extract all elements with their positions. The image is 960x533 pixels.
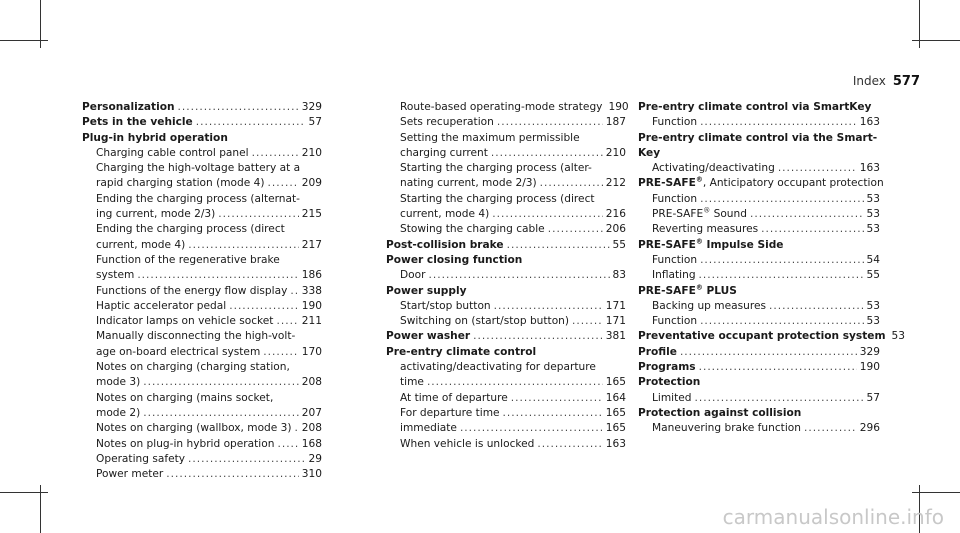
index-entry xyxy=(386,146,626,161)
index-entry-line: Starting the charging process (direct xyxy=(400,192,595,205)
dot-leader xyxy=(268,176,299,191)
dot-leader xyxy=(188,452,306,467)
dot-leader xyxy=(166,467,299,482)
entry-page: 29 xyxy=(308,452,322,465)
dot-leader xyxy=(507,238,610,253)
index-entry xyxy=(638,161,880,176)
entry-text: time xyxy=(400,376,424,389)
entry-text: current, mode 4) xyxy=(400,208,490,221)
index-entry xyxy=(82,176,322,191)
dot-leader xyxy=(540,176,603,191)
index-entry xyxy=(386,238,626,253)
entry-page: 211 xyxy=(301,315,322,328)
entry-text: Activating/deactivating xyxy=(652,162,775,175)
entry-page: 53 xyxy=(866,192,880,205)
entry-text: Personalization xyxy=(82,101,175,113)
index-heading: Protection against collision xyxy=(638,406,802,419)
index-entry xyxy=(386,437,626,452)
entry-page: 190 xyxy=(608,101,629,113)
entry-text: PRE-SAFE® Sound xyxy=(652,206,747,221)
section-label: Index xyxy=(852,74,886,88)
entry-page: 53 xyxy=(866,299,880,312)
index-column-3 xyxy=(638,100,906,437)
entry-page: 338 xyxy=(301,284,322,297)
index-heading: Pre-entry climate control via SmartKey xyxy=(638,101,872,113)
entry-page: 163 xyxy=(859,162,880,175)
dot-leader xyxy=(699,360,857,375)
watermark: carmanualsonline.info xyxy=(722,505,944,529)
entry-text: Haptic accelerator pedal xyxy=(96,299,227,312)
entry-text: Sets recuperation xyxy=(400,116,494,129)
dot-leader xyxy=(511,391,603,406)
index-heading: Plug-in hybrid operation xyxy=(82,131,228,144)
entry-text: mode 2) xyxy=(96,406,141,419)
index-entry xyxy=(82,345,322,360)
entry-text: Post-collision brake xyxy=(386,238,504,251)
index-entry xyxy=(82,299,322,314)
index-entry xyxy=(82,115,322,130)
index-entry xyxy=(638,360,880,375)
dot-leader xyxy=(428,268,609,283)
entry-page: 53 xyxy=(866,315,880,328)
index-entry xyxy=(386,176,626,191)
dot-leader xyxy=(700,314,863,329)
entry-page: 170 xyxy=(301,345,322,358)
entry-text: Notes on plug-in hybrid operation xyxy=(96,437,275,450)
index-entry xyxy=(638,329,906,344)
index-heading: Key xyxy=(638,146,661,159)
dot-leader xyxy=(497,115,603,130)
entry-page: 54 xyxy=(866,253,880,266)
entry-text: Inflating xyxy=(652,269,696,282)
dot-leader xyxy=(492,207,603,222)
entry-page: 210 xyxy=(605,146,626,159)
index-column-2 xyxy=(386,100,629,452)
entry-page: 186 xyxy=(301,269,322,282)
index-entry xyxy=(82,146,322,161)
dot-leader xyxy=(277,437,298,452)
dot-leader xyxy=(750,207,864,222)
entry-page: 208 xyxy=(301,422,322,435)
index-entry xyxy=(386,421,626,436)
index-entry-line: Function of the regenerative brake xyxy=(96,253,280,266)
entry-page: 171 xyxy=(605,315,626,328)
dot-leader xyxy=(778,161,857,176)
entry-page: 163 xyxy=(605,437,626,450)
entry-page: 168 xyxy=(301,437,322,450)
index-entry xyxy=(82,207,322,222)
dot-leader xyxy=(263,345,299,360)
dot-leader xyxy=(572,314,603,329)
entry-page: 53 xyxy=(866,208,880,221)
entry-text: Charging cable control panel xyxy=(96,146,249,159)
entry-page: 296 xyxy=(859,422,880,435)
crop-mark xyxy=(912,40,960,41)
entry-page: 329 xyxy=(859,345,880,358)
index-entry xyxy=(82,375,322,390)
entry-page: 215 xyxy=(301,208,322,221)
entry-text: Limited xyxy=(652,391,692,404)
index-entry-line: Ending the charging process (direct xyxy=(96,223,285,236)
index-entry xyxy=(386,329,626,344)
page-header xyxy=(853,74,920,89)
index-entry xyxy=(82,314,322,329)
entry-page: 57 xyxy=(308,116,322,129)
entry-text: Switching on (start/stop button) xyxy=(400,315,570,328)
index-entry-line: Starting the charging process (alter- xyxy=(400,162,592,175)
entry-page: 381 xyxy=(605,330,626,343)
index-entry xyxy=(82,406,322,421)
index-entry xyxy=(386,314,626,329)
entry-text: Power meter xyxy=(96,468,164,481)
index-entry xyxy=(82,284,322,299)
index-heading xyxy=(638,284,880,299)
index-entry xyxy=(386,391,626,406)
entry-text: rapid charging station (mode 4) xyxy=(96,177,265,190)
dot-leader xyxy=(537,437,602,452)
registered-mark: ® xyxy=(695,237,703,246)
entry-text: current, mode 4) xyxy=(96,238,186,251)
index-heading: Pre-entry climate control via the Smart- xyxy=(638,131,878,144)
entry-page: 212 xyxy=(605,177,626,190)
entry-text: system xyxy=(96,269,135,282)
index-entry xyxy=(82,467,322,482)
entry-page: 207 xyxy=(301,406,322,419)
entry-text: Functions of the energy flow display xyxy=(96,284,288,297)
entry-text: Function xyxy=(652,192,698,205)
index-entry xyxy=(638,268,880,283)
dot-leader xyxy=(229,299,299,314)
dot-leader xyxy=(503,406,603,421)
entry-page: 329 xyxy=(301,101,322,113)
index-entry xyxy=(638,222,880,237)
entry-page: 190 xyxy=(301,299,322,312)
entry-text: Function xyxy=(652,116,698,129)
page-number: 577 xyxy=(892,74,920,89)
entry-text: ing current, mode 2/3) xyxy=(96,208,216,221)
index-entry xyxy=(638,115,880,130)
entry-text: charging current xyxy=(400,146,488,159)
index-entry-line: Notes on charging (mains socket, xyxy=(96,391,274,404)
registered-mark: ® xyxy=(703,206,711,215)
index-heading: Power supply xyxy=(386,284,467,297)
dot-leader xyxy=(143,406,298,421)
dot-leader xyxy=(143,375,298,390)
index-entry xyxy=(638,207,880,222)
entry-text: PRE-SAFE® Impulse Side xyxy=(638,237,784,251)
index-entry xyxy=(638,192,880,207)
entry-text: Route-based operating-mode strategy xyxy=(400,101,603,113)
index-column-1 xyxy=(82,100,322,482)
index-entry xyxy=(638,253,880,268)
heading-rest: , Anticipatory occupant protection xyxy=(702,177,884,190)
dot-leader xyxy=(252,146,299,161)
index-entry-line: Notes on charging (charging station, xyxy=(96,361,290,374)
entry-page: 208 xyxy=(301,376,322,389)
entry-page: 164 xyxy=(605,391,626,404)
index-heading: Power closing function xyxy=(386,253,523,266)
index-entry xyxy=(386,299,626,314)
dot-leader xyxy=(695,391,864,406)
index-entry-line: Setting the maximum permissible xyxy=(400,131,580,144)
index-entry xyxy=(386,207,626,222)
entry-text: Maneuvering brake function xyxy=(652,422,801,435)
entry-page: 165 xyxy=(605,422,626,435)
index-heading xyxy=(638,238,880,253)
entry-text: age on-board electrical system xyxy=(96,345,261,358)
index-entry xyxy=(82,452,322,467)
index-heading xyxy=(638,175,884,191)
index-entry xyxy=(386,222,626,237)
dot-leader xyxy=(218,207,298,222)
index-entry xyxy=(82,437,322,452)
entry-text: Power washer xyxy=(386,330,471,343)
entry-page: 190 xyxy=(859,361,880,374)
index-heading: Pre-entry climate control xyxy=(386,345,537,358)
dot-leader xyxy=(700,192,863,207)
entry-text: Function xyxy=(652,315,698,328)
index-entry xyxy=(638,391,880,406)
index-entry-line: Manually disconnecting the high-volt- xyxy=(96,330,296,343)
index-entry-line: activating/deactivating for departure xyxy=(400,361,596,374)
index-entry xyxy=(82,238,322,253)
index-entry xyxy=(638,314,880,329)
index-entry xyxy=(386,268,626,283)
entry-page: 171 xyxy=(605,299,626,312)
entry-text: Function xyxy=(652,253,698,266)
entry-page: 55 xyxy=(866,269,880,282)
crop-mark xyxy=(0,40,48,41)
entry-text: Door xyxy=(400,269,426,282)
dot-leader xyxy=(295,421,299,436)
entry-page: 165 xyxy=(605,376,626,389)
entry-text: At time of departure xyxy=(400,391,508,404)
index-entry xyxy=(82,268,322,283)
dot-leader xyxy=(178,100,299,115)
index-entry xyxy=(386,115,626,130)
dot-leader xyxy=(491,146,603,161)
dot-leader xyxy=(290,284,298,299)
dot-leader xyxy=(680,345,857,360)
index-entry xyxy=(386,375,626,390)
entry-page: 216 xyxy=(605,208,626,221)
dot-leader xyxy=(473,329,603,344)
entry-text: nating current, mode 2/3) xyxy=(400,177,537,190)
dot-leader xyxy=(196,115,306,130)
dot-leader xyxy=(548,222,603,237)
dot-leader xyxy=(188,238,299,253)
entry-text: Reverting measures xyxy=(652,223,759,236)
entry-text: Start/stop button xyxy=(400,299,491,312)
index-entry-line: Ending the charging process (alternat- xyxy=(96,192,300,205)
entry-text: For departure time xyxy=(400,406,500,419)
dot-leader xyxy=(804,421,857,436)
index-entry xyxy=(386,100,629,115)
dot-leader xyxy=(276,314,298,329)
index-heading: Protection xyxy=(638,376,701,389)
crop-mark xyxy=(912,492,960,493)
entry-text: Stowing the charging cable xyxy=(400,223,545,236)
entry-page: 55 xyxy=(612,238,626,251)
entry-page: 165 xyxy=(605,406,626,419)
dot-leader xyxy=(460,421,603,436)
entry-page: 210 xyxy=(301,146,322,159)
dot-leader xyxy=(137,268,298,283)
index-entry xyxy=(82,421,322,436)
dot-leader xyxy=(700,253,863,268)
dot-leader xyxy=(699,268,864,283)
entry-text: immediate xyxy=(400,422,457,435)
entry-page: 187 xyxy=(605,116,626,129)
index-entry-line: Charging the high-voltage battery at a xyxy=(96,162,301,175)
entry-page: 206 xyxy=(605,223,626,236)
index-entry xyxy=(638,421,880,436)
entry-text: Indicator lamps on vehicle socket xyxy=(96,315,274,328)
entry-text: mode 3) xyxy=(96,376,141,389)
entry-page: 53 xyxy=(866,223,880,236)
entry-text: Programs xyxy=(638,361,696,374)
entry-text: Operating safety xyxy=(96,452,186,465)
entry-page: 209 xyxy=(301,177,322,190)
index-entry xyxy=(638,299,880,314)
dot-leader xyxy=(427,375,603,390)
entry-page: 310 xyxy=(301,468,322,481)
entry-page: 83 xyxy=(612,269,626,282)
dot-leader xyxy=(769,299,864,314)
registered-mark: ® xyxy=(695,283,703,292)
entry-text: Notes on charging (wallbox, mode 3) xyxy=(96,422,292,435)
entry-text: Pets in the vehicle xyxy=(82,116,193,129)
entry-page: 217 xyxy=(301,238,322,251)
registered-mark: ® xyxy=(695,175,703,184)
entry-page: 57 xyxy=(866,391,880,404)
dot-leader xyxy=(494,299,603,314)
entry-page: 53 xyxy=(891,330,906,343)
entry-page: 163 xyxy=(859,116,880,129)
index-entry xyxy=(386,406,626,421)
entry-text: Preventative occupant protection system xyxy=(638,330,886,343)
entry-text: Backing up measures xyxy=(652,299,766,312)
heading-bold: PRE-SAFE® xyxy=(638,175,703,190)
crop-mark xyxy=(0,492,48,493)
entry-text: When vehicle is unlocked xyxy=(400,437,535,450)
index-entry xyxy=(638,345,880,360)
entry-text: PRE-SAFE® PLUS xyxy=(638,283,737,297)
dot-leader xyxy=(761,222,863,237)
entry-text: Profile xyxy=(638,345,677,358)
dot-leader xyxy=(700,115,857,130)
index-entry xyxy=(82,100,322,115)
